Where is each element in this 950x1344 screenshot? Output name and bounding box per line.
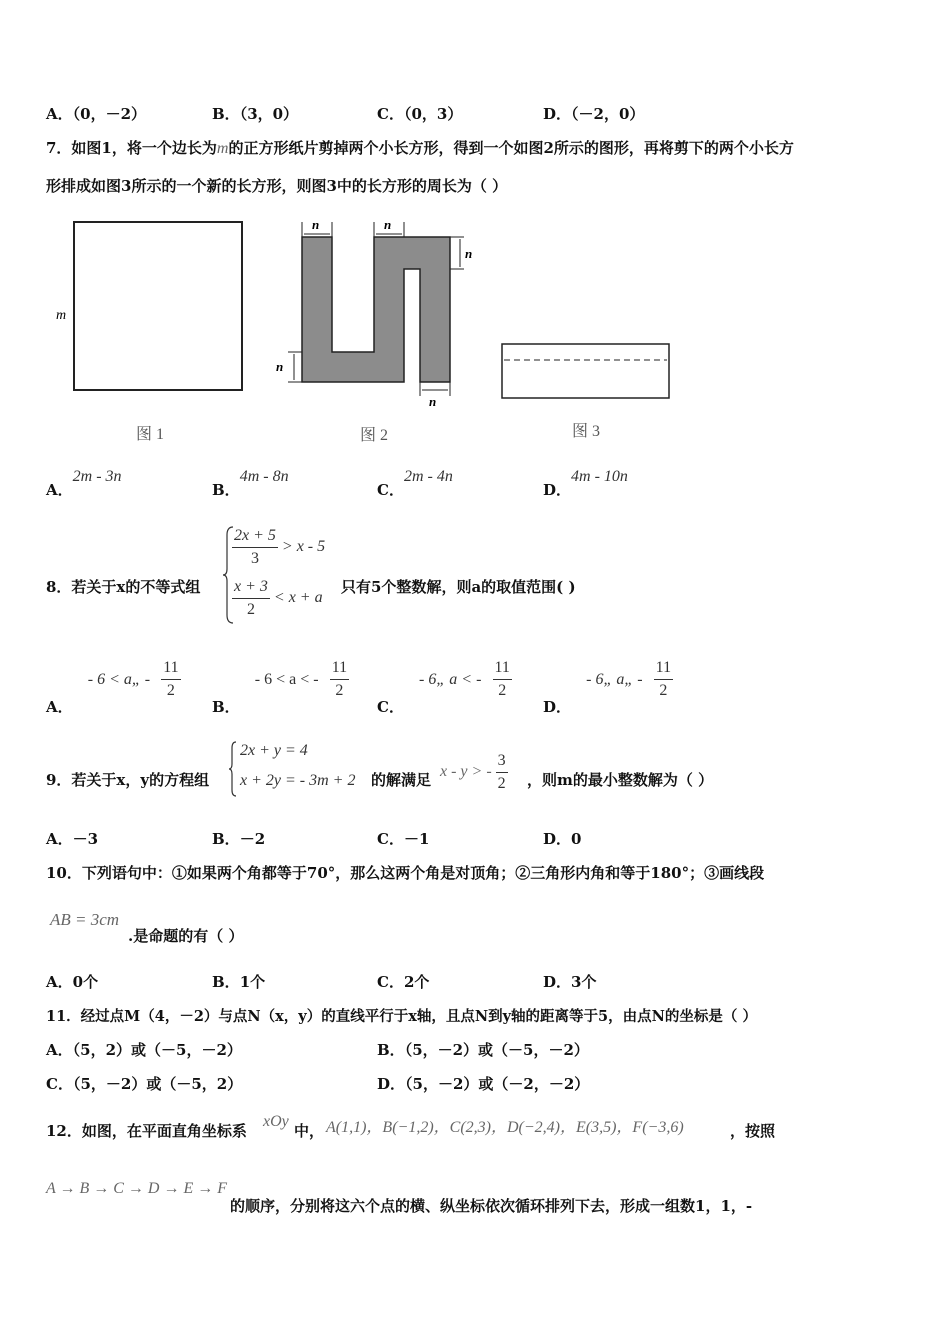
- new-rectangle: [502, 344, 669, 398]
- fig1-side-label: m: [56, 308, 67, 323]
- dim-n-bottom: n: [429, 394, 437, 409]
- q12-order: A → B → C → D → E → F: [46, 1180, 228, 1197]
- dim-n-top-mid: n: [384, 217, 392, 232]
- q7-option-d: D．4m - 10n: [543, 468, 628, 499]
- q6-option-a: A．（0，－2）: [46, 105, 147, 123]
- fig2-caption: 图 2: [360, 427, 389, 444]
- q6-option-b: B．（3，0）: [212, 105, 299, 123]
- q11-stem: 11．经过点M（4，－2）与点N（x，y）的直线平行于x轴，且点N到y轴的距离等于5，由点N的坐标是（ ）: [46, 1008, 757, 1025]
- q12-suffix: ，按照: [730, 1122, 776, 1140]
- q10-option-a: A．0个: [46, 973, 99, 991]
- q10-option-b: B．1个: [212, 973, 266, 991]
- q9-option-a: A．－3: [46, 830, 99, 848]
- fig3-caption: 图 3: [572, 423, 601, 440]
- q10-stem-line2: .是命题的有（ ）: [128, 927, 244, 945]
- q10-stem-line1: 10．下列语句中：①如果两个角都等于70°，那么这两个角是对顶角；②三角形内角和等于180°；③画线段: [46, 864, 765, 882]
- q11-option-d: D．（5，－2）或（－2，－2）: [377, 1075, 590, 1093]
- q12-points: A(1,1)，B(−1,2)，C(2,3)，D(−2,4)，E(3,5)，F(−3,6): [326, 1119, 684, 1136]
- q9-option-d: D．0: [543, 830, 582, 848]
- dim-n-top-left: n: [312, 217, 320, 232]
- q9-equation-2: x + 2y = - 3m + 2: [240, 772, 356, 789]
- q6-option-d: D．（－2，0）: [543, 105, 645, 123]
- q7-option-b: B．4m - 8n: [212, 468, 289, 499]
- q11-option-b: B．（5，－2）或（－5，－2）: [377, 1041, 589, 1059]
- q9-prefix: 9．若关于x，y的方程组: [46, 771, 210, 789]
- q8-inequality-2: $\frac{x + 3}{2}$ < x + a: [234, 578, 323, 618]
- u-shape: [302, 237, 450, 382]
- q7-stem-line1: 7．如图1，将一个边长为m的正方形纸片剪掉两个小长方形，得到一个如图2所示的图形，再将剪下的两个小长方: [46, 139, 794, 157]
- q11-option-a: A．（5，2）或（－5，－2）: [46, 1041, 242, 1059]
- q8-option-b: B． - 6 < a < - $\frac{11}{2}$: [212, 659, 348, 716]
- q7-figure-3: [498, 338, 678, 448]
- q7-option-a: A．2m - 3n: [46, 468, 122, 499]
- q10-option-d: D．3个: [543, 973, 597, 991]
- q7-stem-line2: 形排成如图3所示的一个新的长方形，则图3中的长方形的周长为（ ）: [46, 177, 508, 195]
- dim-n-right: n: [465, 246, 473, 261]
- fig1-caption: 图 1: [136, 426, 165, 443]
- q8-option-a: A． - 6 < a„ - $\frac{11}{2}$: [46, 659, 179, 716]
- q7-figure-1: [50, 215, 260, 450]
- q9-suffix: ，则m的最小整数解为（ ）: [527, 771, 714, 789]
- q12-stem-line2: 的顺序，分别将这六个点的横、纵坐标依次循环排列下去，形成一组数1，1，-: [230, 1197, 753, 1215]
- q10-expression: AB = 3cm: [50, 910, 120, 929]
- q9-mid: 的解满足: [371, 771, 432, 789]
- q9-condition: x - y > - $\frac{3}{2}$: [440, 752, 506, 792]
- q9-brace: [228, 740, 238, 798]
- square: [74, 222, 242, 390]
- q10-option-c: C．2个: [377, 973, 430, 991]
- q12-prefix: 12．如图，在平面直角坐标系: [46, 1122, 247, 1140]
- q12-xoy: xOy: [263, 1113, 289, 1130]
- q8-prefix: 8．若关于x的不等式组: [46, 578, 201, 596]
- q6-option-c: C．（0，3）: [377, 105, 463, 123]
- q11-option-c: C．（5，－2）或（－5，2）: [46, 1075, 243, 1093]
- q9-option-b: B．－2: [212, 830, 266, 848]
- q8-option-c: C． - 6„ a < - $\frac{11}{2}$: [377, 659, 510, 716]
- q9-equation-1: 2x + y = 4: [240, 742, 308, 759]
- dim-n-left: n: [276, 359, 284, 374]
- q9-option-c: C．－1: [377, 830, 430, 848]
- q7-figure-2: [272, 212, 482, 450]
- q12-mid: 中，: [294, 1122, 325, 1140]
- q8-option-d: D． - 6„ a„ - $\frac{11}{2}$: [543, 659, 672, 716]
- q8-inequality-1: $\frac{2x + 5}{3}$ > x - 5: [234, 527, 326, 567]
- q7-option-c: C．2m - 4n: [377, 468, 453, 499]
- q8-suffix: 只有5个整数解，则a的取值范围( ): [341, 578, 576, 596]
